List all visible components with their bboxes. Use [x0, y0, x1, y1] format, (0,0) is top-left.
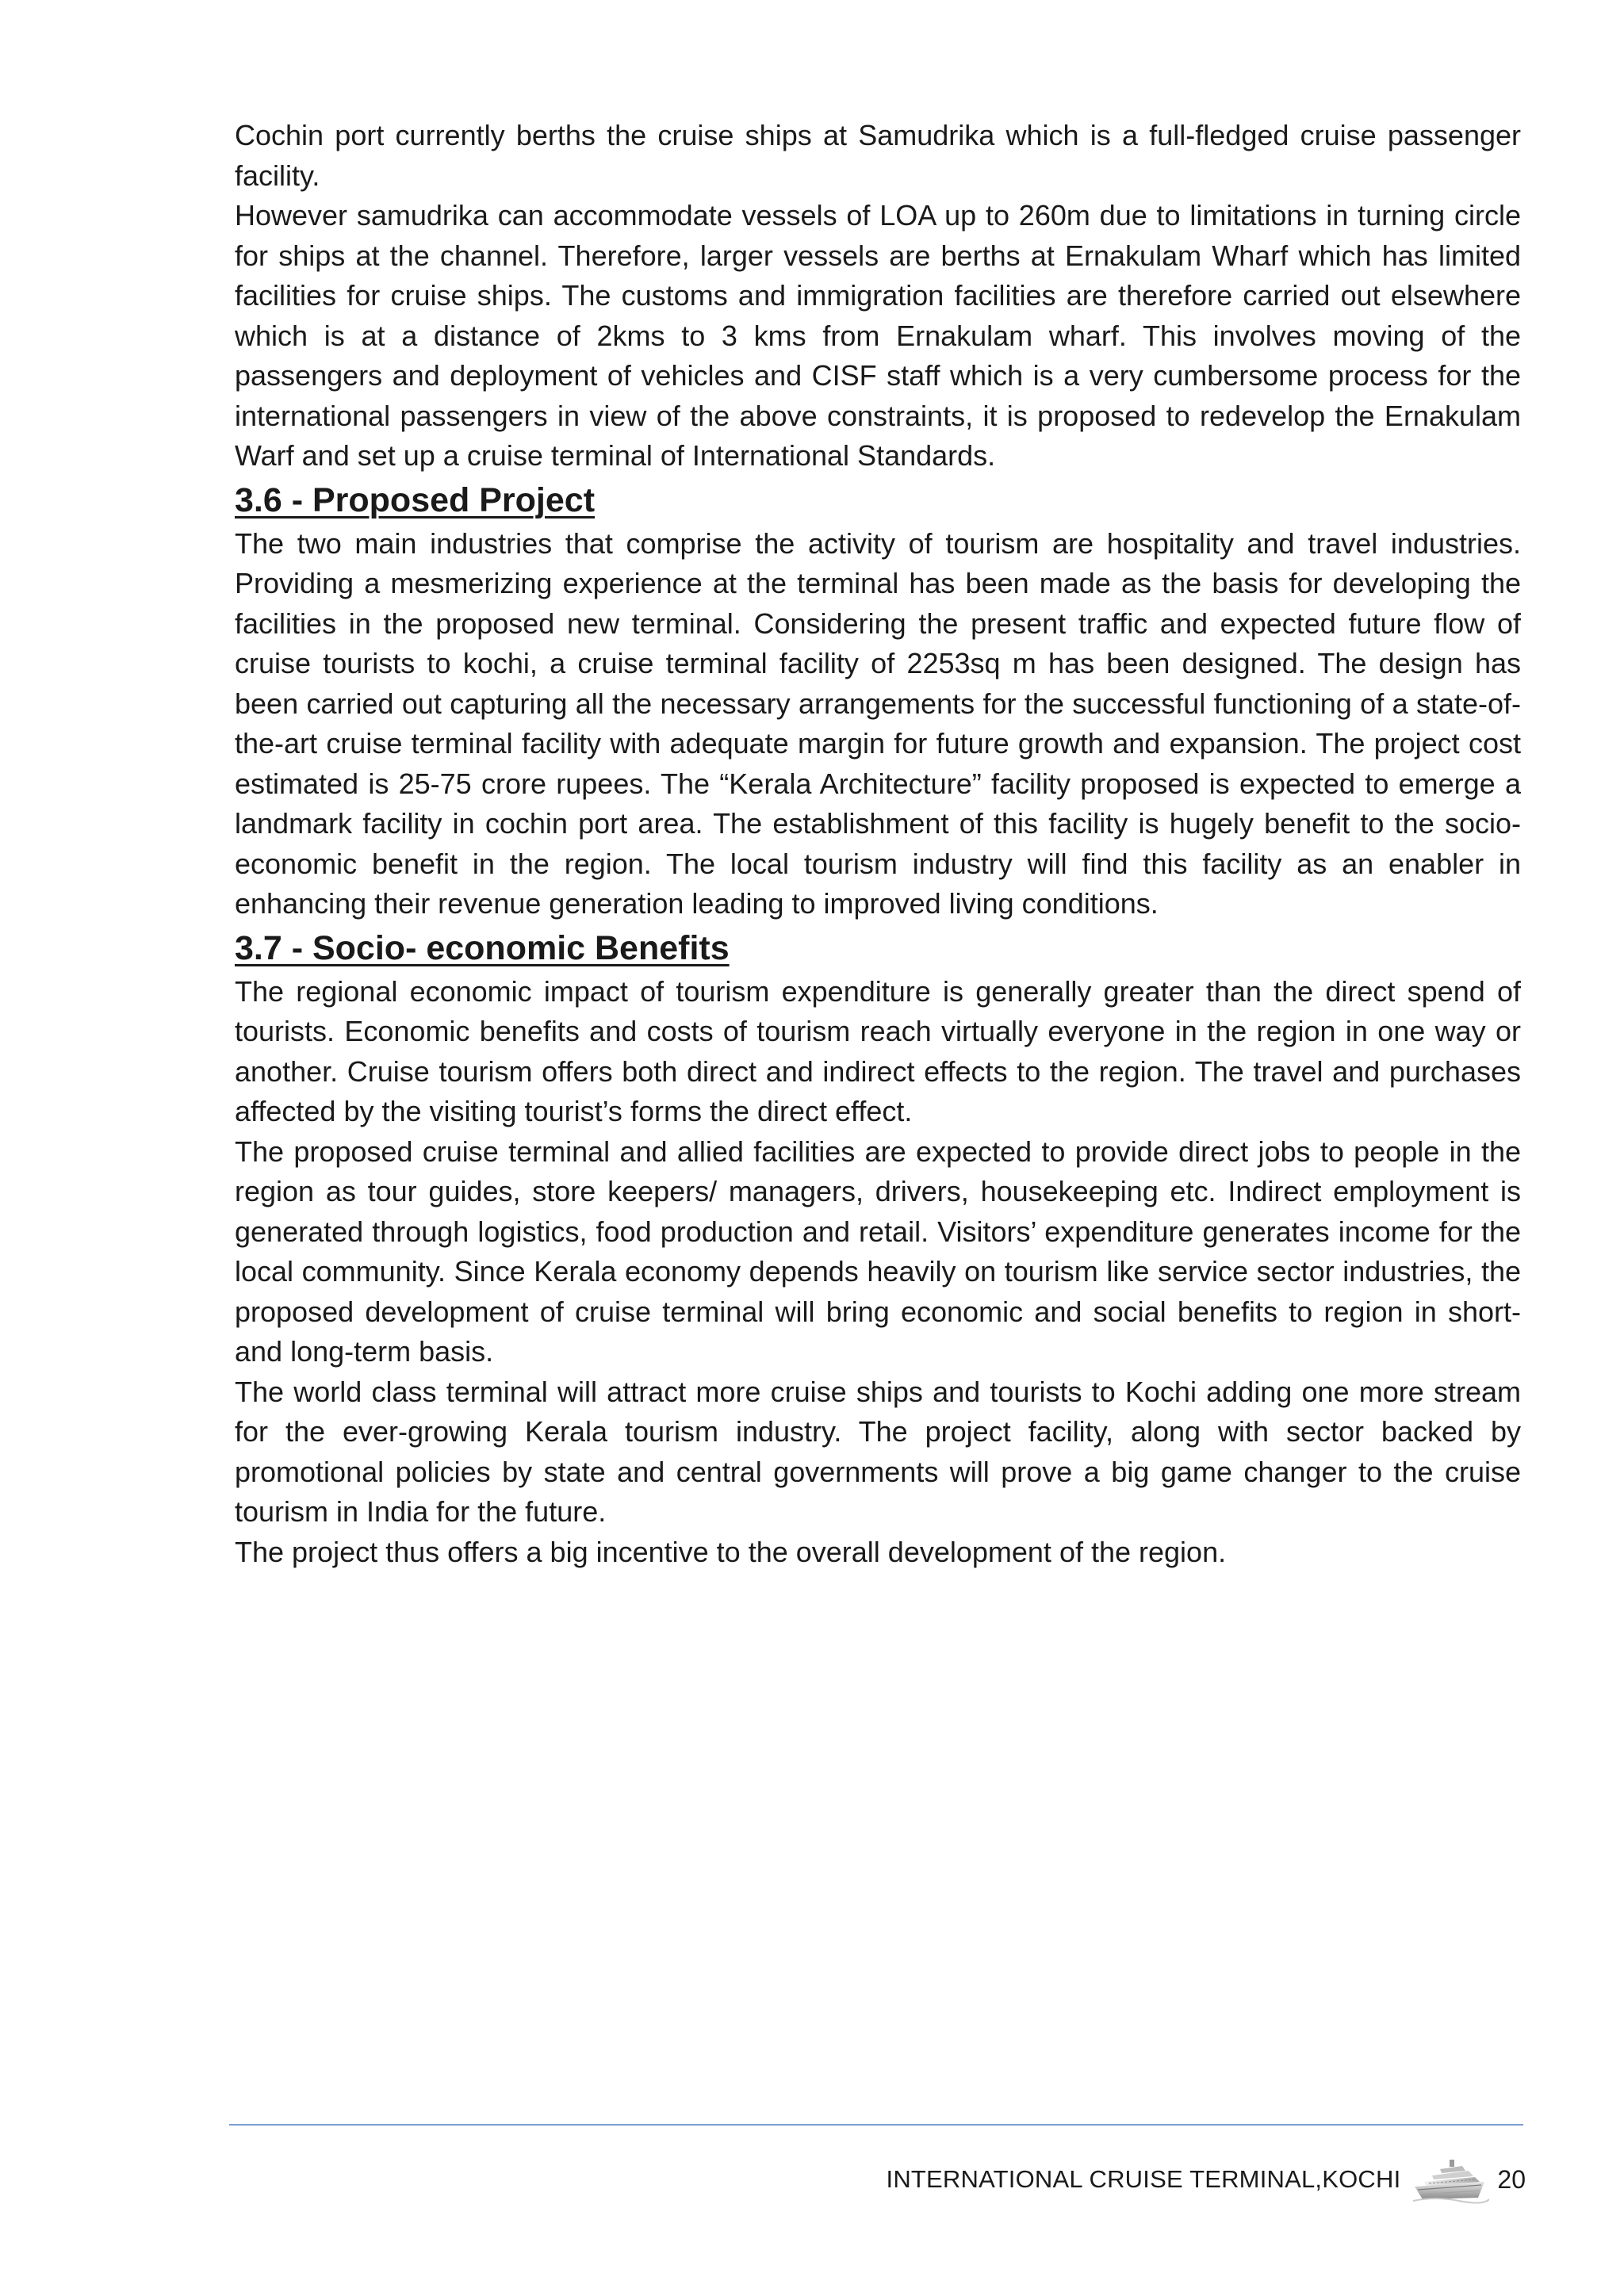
- section-heading-socio-economic-benefits: 3.7 - Socio- economic Benefits: [235, 928, 730, 967]
- intro-section: [235, 116, 1521, 476]
- intro-paragraph-1: Cochin port currently berths the cruise ships at Samudrika which is a full-fledged cruise passenger facility.: [235, 119, 1521, 192]
- page-content: [235, 116, 1521, 1572]
- section-socio-economic-benefits: [235, 924, 1521, 1573]
- footer-divider: [229, 2124, 1523, 2126]
- intro-paragraph-2: However samudrika can accommodate vessels of LOA up to 260m due to limitations in turning circle for ships at the channel. Therefore, larger vessels are berths at Ernakulam Wharf which has limited facilities for cruise ships. The customs and immigration facilities are therefore carried out elsewhere which is at a distance of 2kms to 3 kms from Ernakulam wharf. This involves moving of the passengers and deployment of vehicles and CISF staff which is a very cumbersome process for the international passengers in view of the above constraints, it is proposed to redevelop the Ernakulam Warf and set up a cruise terminal of International Standards.: [235, 199, 1521, 472]
- benefits-paragraph-4: The project thus offers a big incentive to the overall development of the region.: [235, 1535, 1227, 1568]
- cruise-ship-icon: [1411, 2155, 1489, 2204]
- section-heading-proposed-project: 3.6 - Proposed Project: [235, 480, 596, 519]
- section-proposed-project: [235, 476, 1521, 924]
- footer-document-title: INTERNATIONAL CRUISE TERMINAL,KOCHI: [886, 2165, 1401, 2193]
- page-footer: [887, 2152, 1526, 2207]
- benefits-paragraph-1: The regional economic impact of tourism expenditure is generally greater than the direct spend of tourists. Economic benefits and costs of tourism reach virtually everyone in the region in one way or another. Cruise tourism offers both direct and indirect effects to the region. The travel and purchases affected by the visiting tourist’s forms the direct effect.: [235, 974, 1521, 1127]
- benefits-paragraph-2: The proposed cruise terminal and allied facilities are expected to provide direct jobs to people in the region as tour guides, store keepers/ managers, drivers, housekeeping etc. Indirect employment is generated through logistics, food production and retail. Visitors’ expenditure generates income for the local community. Since Kerala economy depends heavily on tourism like service sector industries, the proposed development of cruise terminal will bring economic and social benefits to region in short- and long-term basis.: [235, 1135, 1521, 1368]
- page-number: 20: [1497, 2164, 1526, 2194]
- proposed-project-paragraph: The two main industries that comprise the activity of tourism are hospitality and travel industries. Providing a mesmerizing experience at the terminal has been made as the basis for developing the facilities in the proposed new terminal. Considering the present traffic and expected future flow of cruise tourists to kochi, a cruise terminal facility of 2253sq m has been designed. The design has been carried out capturing all the necessary arrangements for the successful functioning of a state-of-the-art cruise terminal facility with adequate margin for future growth and expansion. The project cost estimated is 25-75 crore rupees. The “Kerala Architecture” facility proposed is expected to emerge a landmark facility in cochin port area. The establishment of this facility is hugely benefit to the socio-economic benefit in the region. The local tourism industry will find this facility as an enabler in enhancing their revenue generation leading to improved living conditions.: [235, 526, 1521, 920]
- benefits-paragraph-3: The world class terminal will attract more cruise ships and tourists to Kochi adding one more stream for the ever-growing Kerala tourism industry. The project facility, along with sector backed by promotional policies by state and central governments will prove a big game changer to the cruise tourism in India for the future.: [235, 1375, 1521, 1528]
